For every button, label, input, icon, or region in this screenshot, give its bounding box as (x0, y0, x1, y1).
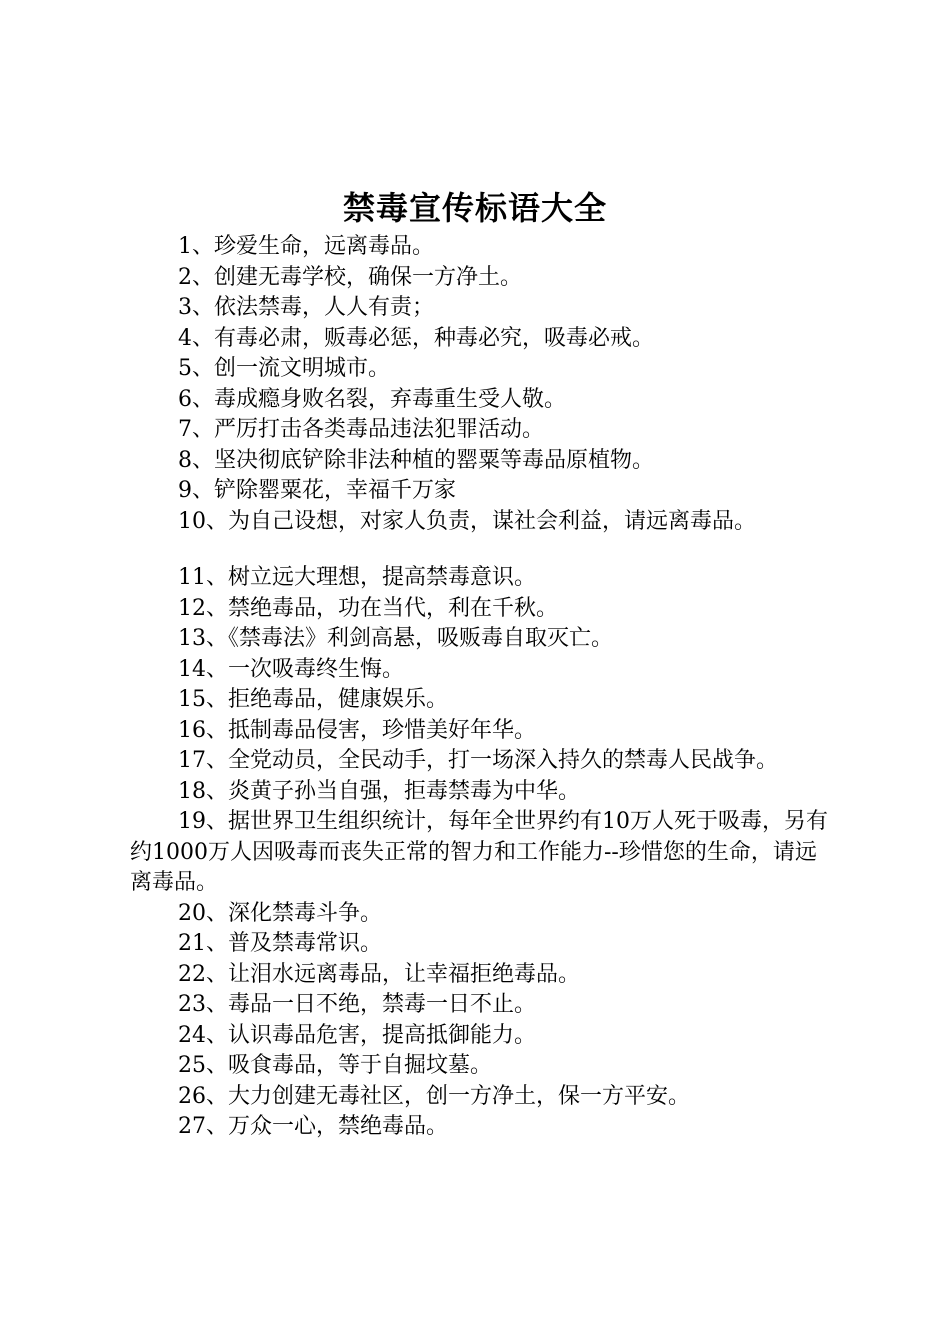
slogan-item: 1、珍爱生命，远离毒品。 (178, 234, 434, 259)
slogan-item: 15、拒绝毒品，健康娱乐。 (178, 687, 448, 712)
slogan-item: 26、大力创建无毒社区，创一方净土，保一方平安。 (178, 1083, 690, 1109)
slogan-item: 20、深化禁毒斗争。 (178, 900, 382, 926)
slogan-item: 12、禁绝毒品，功在当代，利在千秋。 (178, 595, 558, 621)
document-title: 禁毒宣传标语大全 (342, 189, 607, 227)
slogan-item: 14、一次吸毒终生悔。 (178, 656, 404, 682)
slogan-item: 17、全党动员，全民动手，打一场深入持久的禁毒人民战争。 (178, 748, 778, 773)
slogan-item: 2、创建无毒学校，确保一方净土。 (178, 264, 522, 290)
slogan-item: 24、认识毒品危害，提高抵御能力。 (178, 1022, 536, 1048)
slogan-item: 5、创一流文明城市。 (178, 356, 390, 381)
slogan-item: 19、据世界卫生组织统计，每年全世界约有10万人死于吸毒，另有约1000万人因吸毒而丧失正常的智力和工作能力--珍惜您的生命，请远离毒品。 (130, 809, 828, 895)
slogan-item: 16、抵制毒品侵害，珍惜美好年华。 (178, 717, 536, 743)
slogan-item: 18、炎黄子孙当自强，拒毒禁毒为中华。 (178, 778, 580, 804)
slogan-list (130, 232, 835, 1143)
slogan-item: 4、有毒必肃，贩毒必惩，种毒必究，吸毒必戒。 (178, 325, 654, 351)
slogan-item: 22、让泪水远离毒品，让幸福拒绝毒品。 (178, 961, 580, 987)
slogan-item: 9、铲除罂粟花，幸福千万家 (178, 478, 456, 503)
slogan-item: 6、毒成瘾身败名裂，弃毒重生受人敬。 (178, 386, 566, 412)
slogan-item: 11、树立远大理想，提高禁毒意识。 (178, 565, 536, 590)
slogan-item: 7、严厉打击各类毒品违法犯罪活动。 (178, 417, 544, 442)
slogan-item: 27、万众一心，禁绝毒品。 (178, 1114, 448, 1139)
slogan-item: 21、普及禁毒常识。 (178, 931, 382, 956)
slogan-item: 13、《禁毒法》利剑高悬，吸贩毒自取灭亡。 (178, 626, 613, 651)
slogan-item: 10、为自己设想，对家人负责，谋社会利益，请远离毒品。 (178, 508, 756, 534)
paragraph-gap (130, 537, 835, 563)
slogan-item: 3、依法禁毒，人人有责； (178, 295, 434, 320)
slogan-item: 25、吸食毒品，等于自掘坟墓。 (178, 1053, 492, 1078)
slogan-item: 8、坚决彻底铲除非法种植的罂粟等毒品原植物。 (178, 447, 654, 473)
slogan-item: 23、毒品一日不绝，禁毒一日不止。 (178, 992, 536, 1017)
